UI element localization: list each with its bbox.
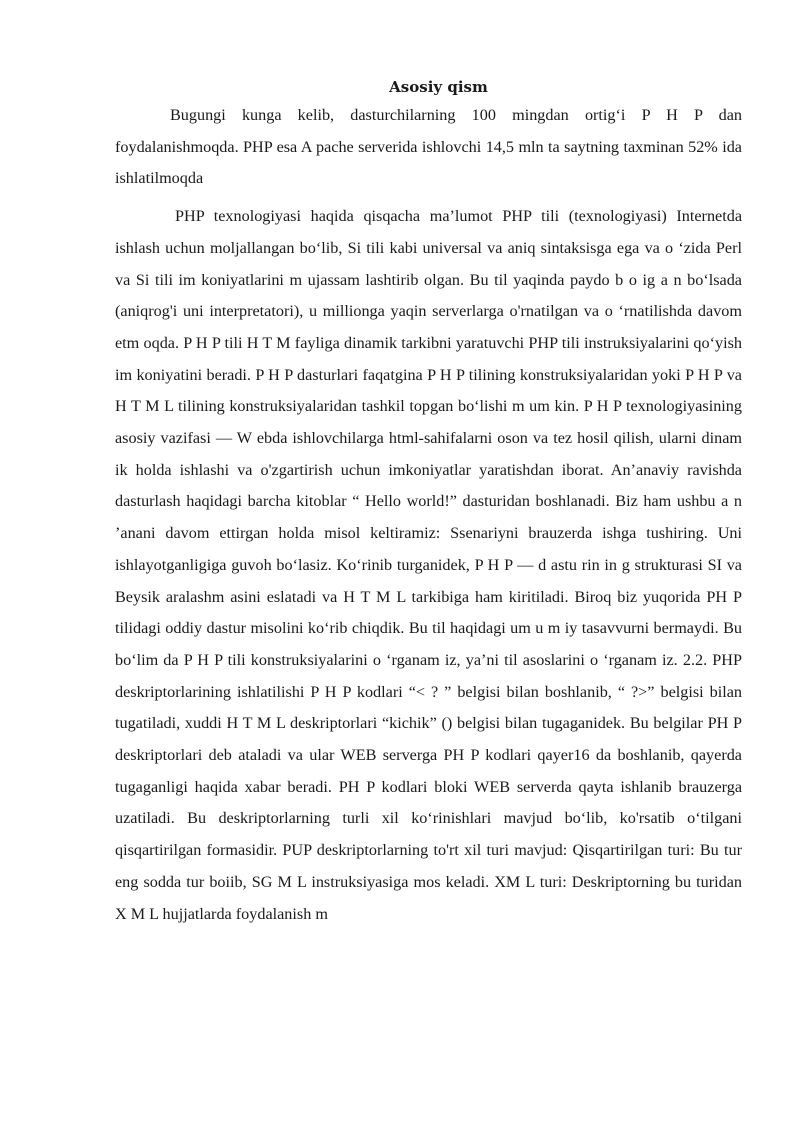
- section-heading: Asosiy qism: [389, 78, 488, 96]
- document-page: [115, 74, 742, 930]
- paragraph-intro: Bugungi kunga kelib, dasturchilarning 100 mingdan ortig‘i P H P dan foydalanishmoqda. PHP esa A pache serverida ishlovchi 14,5 mln ta saytning taxminan 52% ida ishlatilmoqda: [115, 106, 742, 188]
- paragraph-body: PHP texnologiyasi haqida qisqacha ma’lumot PHP tili (texnologiyasi) Internetda ishlash uchun moljallangan bo‘lib, Si tili kabi universal va aniq sintaksisga ega va o ‘zida Perl va Si tili im koniyatlarini m ujassam lashtirib olgan. Bu til yaqinda paydo b o ig a n bo‘lsada (aniqrog'i uni interpretatori), u millionga yaqin serverlarga o'rnatilgan va o ‘rnatilishda davom etm oqda. P H P tili H T M fayliga dinamik tarkibni yaratuvchi PHP tili instruksiyalarini qo‘yish im koniyatini beradi. P H P dasturlari faqatgina P H P tilining konstruksiyalaridan yoki P H P va H T M L tilining konstruksiyalaridan tashkil topgan bo‘lishi m um kin. P H P texnologiyasining asosiy vazifasi — W ebda ishlovchilarga html-sahifalarni oson va tez hosil qilish, ularni dinam ik holda ishlashi va o'zgartirish uchun imkoniyatlar yaratishdan iborat. An’anaviy ravishda dasturlash haqidagi barcha kitoblar “ Hello world!” dasturidan boshlanadi. Biz ham ushbu a n ’anani davom ettirgan holda misol keltiramiz: Ssenariyni brauzerda ishga tushiring. Uni ishlayotganligiga guvoh bo‘lasiz. Ko‘rinib turganidek, P H P — d astu rin in g strukturasi SI va Beysik aralashm asini eslatadi va H T M L tarkibiga ham kiritiladi. Biroq biz yuqorida PH P tilidagi oddiy dastur misolini ko‘rib chiqdik. Bu til haqidagi um u m iy tasavvurni bermaydi. Bu bo‘lim da P H P tili konstruksiyalarini o ‘rganam iz, ya’ni til asoslarini o ‘rganam iz. 2.2. PHP deskriptorlarining ishlatilishi P H P kodlari “< ? ” belgisi bilan boshlanib, “ ?>” belgisi bilan tugatiladi, xuddi H T M L deskriptorlari “kichik” () belgisi bilan tugaganidek. Bu belgilar PH P deskriptorlari deb ataladi va ular WEB serverga PH P kodlari qayer16 da boshlanib, qayerda tugaganligi haqida xabar beradi. PH P kodlari bloki WEB serverda qayta ishlanib brauzerga uzatiladi. Bu deskriptorlarning turli xil ko‘rinishlari mavjud bo‘lib, ko'rsatib o‘tilgani qisqartirilgan formasidir. PUP deskriptorlarning to'rt xil turi mavjud: Qisqartirilgan turi: Bu tur eng sodda tur boiib, SG M L instruksiyasiga mos keladi. XM L turi: Deskriptorning bu turidan X M L hujjatlarda foydalanish m: [115, 207, 742, 923]
